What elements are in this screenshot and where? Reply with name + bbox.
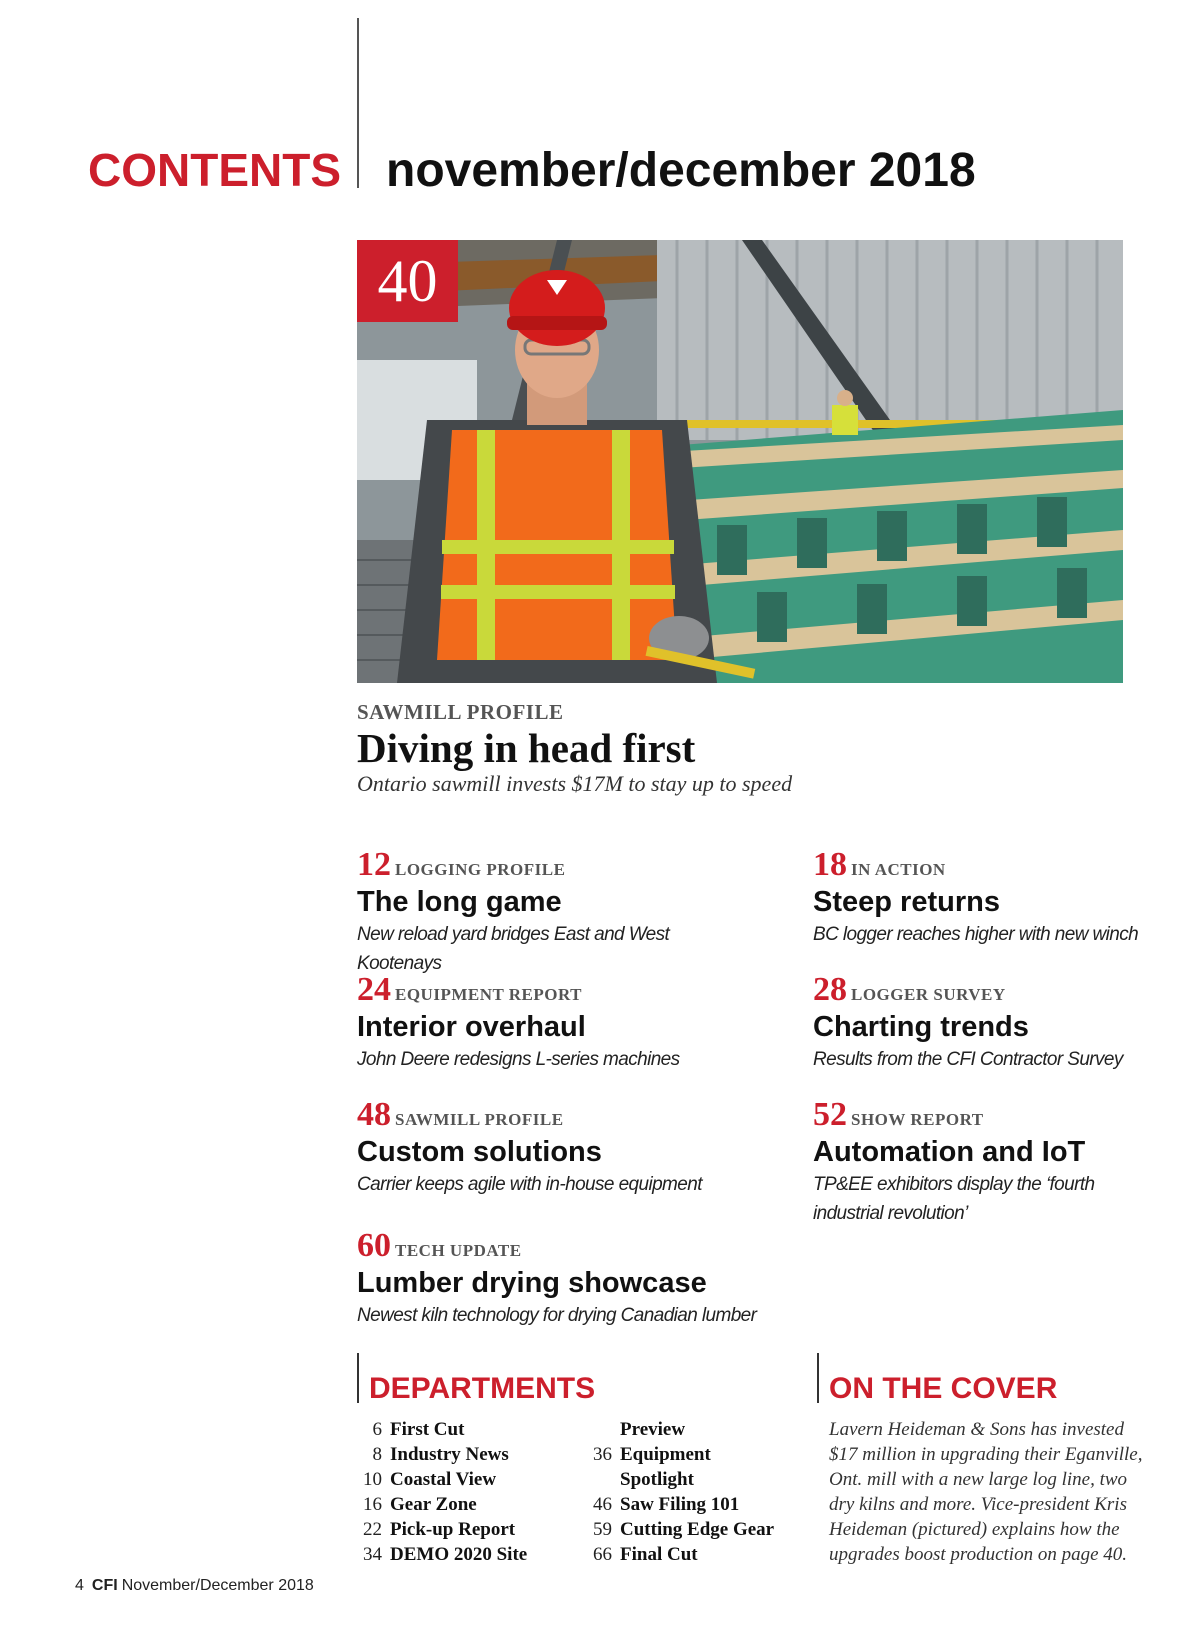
story-page: 18: [813, 846, 847, 883]
story-page: 48: [357, 1096, 391, 1133]
sawmill-worker-photo: [357, 240, 1123, 683]
cover-divider: [817, 1353, 819, 1403]
feature-dek: Ontario sawmill invests $17M to stay up to speed: [357, 771, 793, 796]
story-title: Steep returns: [813, 886, 1000, 918]
department-item[interactable]: 36 Equipment: [593, 1444, 711, 1465]
story-page: 28: [813, 971, 847, 1008]
story-title: Automation and IoT: [813, 1136, 1086, 1168]
story-title: Interior overhaul: [357, 1011, 586, 1043]
story-page: 60: [357, 1227, 391, 1264]
story-page: 52: [813, 1096, 847, 1133]
department-item[interactable]: 66 Final Cut: [593, 1544, 698, 1565]
story-item[interactable]: [813, 1096, 1133, 1228]
department-item[interactable]: 22 Pick-up Report: [363, 1519, 516, 1540]
department-item[interactable]: 34 DEMO 2020 Site: [363, 1544, 528, 1565]
story-page: 12: [357, 846, 391, 883]
story-dek: Carrier keeps agile with in-house equipment: [357, 1174, 702, 1195]
contents-label: CONTENTS: [88, 144, 341, 196]
story-category: SHOW REPORT: [851, 1110, 984, 1129]
story-category: LOGGING PROFILE: [395, 860, 566, 879]
feature-kicker: SAWMILL PROFILE: [357, 700, 564, 724]
story-title: Charting trends: [813, 1011, 1029, 1043]
story-item[interactable]: [357, 846, 747, 978]
story-dek: New reload yard bridges East and West Kootenays: [357, 924, 670, 974]
story-page: 24: [357, 971, 391, 1008]
story-dek: John Deere redesigns L-series machines: [357, 1049, 680, 1070]
story-category: SAWMILL PROFILE: [395, 1110, 564, 1129]
department-item[interactable]: 8 Industry News: [372, 1444, 509, 1465]
department-item[interactable]: 59 Cutting Edge Gear: [593, 1519, 775, 1540]
issue-title: november/december 2018: [386, 144, 976, 197]
folio-publication: CFI: [91, 1577, 118, 1594]
feature-photo[interactable]: [357, 240, 1123, 683]
departments-heading: DEPARTMENTS: [369, 1372, 596, 1405]
department-item[interactable]: Spotlight: [620, 1469, 694, 1490]
departments-list-col2: [580, 1417, 774, 1567]
department-item[interactable]: 6 First Cut: [372, 1419, 465, 1440]
story-category: LOGGER SURVEY: [851, 985, 1006, 1004]
feature-page-badge: 40: [357, 240, 458, 322]
story-dek: BC logger reaches higher with new winch: [813, 924, 1139, 945]
folio-issue: November/December 2018: [121, 1577, 314, 1594]
story-title: Custom solutions: [357, 1136, 602, 1168]
cover-description: Lavern Heideman & Sons has invested $17 million in upgrading their Eganville, Ont. mill with a new large log line, two dry kilns and more. Vice-president Kris Heideman (pictured) explains how the upgrades boost production on page 40.: [829, 1419, 1143, 1565]
departments-list-col1: [350, 1417, 527, 1567]
story-item[interactable]: [813, 971, 1200, 1074]
story-title: Lumber drying showcase: [357, 1267, 707, 1299]
story-category: IN ACTION: [851, 860, 946, 879]
cover-heading: ON THE COVER: [829, 1372, 1058, 1405]
story-item[interactable]: [357, 971, 747, 1074]
folio-page-number: 4: [75, 1577, 84, 1594]
department-item[interactable]: 16 Gear Zone: [363, 1494, 477, 1515]
story-item[interactable]: [357, 1096, 747, 1199]
story-dek: Results from the CFI Contractor Survey: [813, 1049, 1123, 1070]
story-dek: Newest kiln technology for drying Canadian lumber: [357, 1305, 757, 1326]
feature-title[interactable]: Diving in head first: [357, 725, 696, 771]
department-item[interactable]: 46 Saw Filing 101: [593, 1494, 740, 1515]
story-category: TECH UPDATE: [395, 1241, 522, 1260]
page-folio: [75, 1577, 314, 1595]
story-dek: TP&EE exhibitors display the ‘fourth industrial revolution’: [813, 1174, 1095, 1224]
departments-divider: [357, 1353, 359, 1403]
story-item[interactable]: [357, 1227, 777, 1330]
story-category: EQUIPMENT REPORT: [395, 985, 583, 1004]
story-title: The long game: [357, 886, 562, 918]
department-item[interactable]: 10 Coastal View: [363, 1469, 497, 1490]
header-divider: [357, 18, 359, 188]
department-item[interactable]: Preview: [620, 1419, 686, 1440]
story-item[interactable]: [813, 846, 1200, 949]
